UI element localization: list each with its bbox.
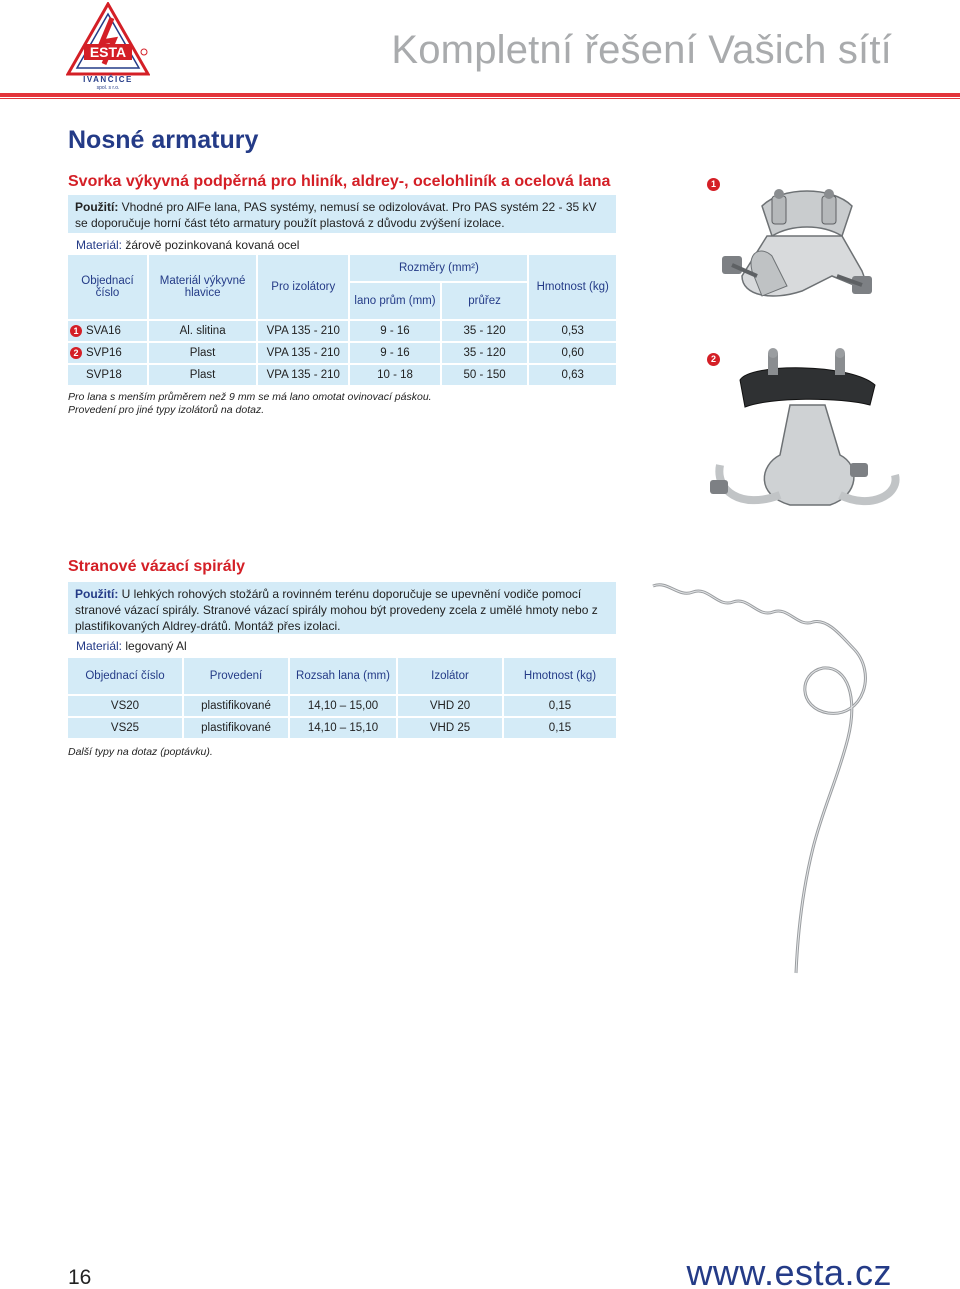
th-dimensions: Rozměry (mm²) xyxy=(350,255,527,281)
image-marker-1-icon: 1 xyxy=(707,178,720,191)
th-cross-section: průřez xyxy=(442,283,528,319)
header-divider-thin xyxy=(0,98,960,99)
marker-2-icon: 2 xyxy=(70,347,82,359)
material-text: legovaný Al xyxy=(122,639,187,653)
th-order-number: Objednací číslo xyxy=(68,255,147,319)
cell-insulator: VHD 20 xyxy=(398,696,502,716)
cell-variant: plastifikované xyxy=(184,718,288,738)
cell-order: SVP18 xyxy=(68,365,147,385)
section-title-side-spirals: Stranové vázací spirály xyxy=(68,558,245,575)
marker-1-icon: 1 xyxy=(70,325,82,337)
page-heading: Nosné armatury xyxy=(68,126,259,154)
section-title-suspension-clamp: Svorka výkyvná podpěrná pro hliník, aldrey-, ocelohliník a ocelová lana xyxy=(68,173,611,190)
material-label: Materiál: xyxy=(76,238,123,252)
cell-weight: 0,15 xyxy=(504,718,616,738)
cell-weight: 0,63 xyxy=(529,365,616,385)
note-other-insulators: Provedení pro jiné typy izolátorů na dotaz. xyxy=(68,404,265,416)
cell-head-material: Plast xyxy=(149,365,256,385)
material-line-suspension-clamp xyxy=(76,238,299,252)
clamp-plastic-image xyxy=(700,345,920,520)
spiral-wire-image xyxy=(648,578,898,978)
header-divider xyxy=(0,93,960,97)
th-weight: Hmotnost (kg) xyxy=(529,255,616,319)
th-variant: Provedení xyxy=(184,658,288,694)
cell-rope-diameter: 9 - 16 xyxy=(350,321,439,341)
th-rope-range: Rozsah lana (mm) xyxy=(290,658,396,694)
cell-insulator: VHD 25 xyxy=(398,718,502,738)
material-label: Materiál: xyxy=(76,639,123,653)
cell-order: VS25 xyxy=(68,718,182,738)
note-small-diameter: Pro lana s menším průměrem než 9 mm se má lano omotat ovinovací páskou. xyxy=(68,391,432,403)
logo-suffix-text: spol. s r.o. xyxy=(96,85,120,90)
cell-weight: 0,15 xyxy=(504,696,616,716)
th-insulator: Izolátor xyxy=(398,658,502,694)
cell-insulators: VPA 135 - 210 xyxy=(258,343,348,363)
cell-weight: 0,60 xyxy=(529,343,616,363)
cell-rope-diameter: 10 - 18 xyxy=(350,365,439,385)
th-weight: Hmotnost (kg) xyxy=(504,658,616,694)
image-marker-2-icon: 2 xyxy=(707,353,720,366)
side-spirals-table xyxy=(66,656,618,740)
registered-mark-icon xyxy=(141,49,147,55)
table-row xyxy=(68,696,616,716)
usage-box-suspension-clamp xyxy=(68,195,616,233)
cell-weight: 0,53 xyxy=(529,321,616,341)
cell-rope-diameter: 9 - 16 xyxy=(350,343,439,363)
usage-label: Použití: xyxy=(75,200,119,214)
th-order-number: Objednací číslo xyxy=(68,658,182,694)
usage-label: Použití: xyxy=(75,587,119,601)
material-line-side-spirals xyxy=(76,639,187,653)
cell-variant: plastifikované xyxy=(184,696,288,716)
cell-order: 2 SVP16 xyxy=(68,343,147,363)
usage-text: Vhodné pro AlFe lana, PAS systémy, nemusí se odizolovávat. Pro PAS systém 22 - 35 kV se doporučuje horní část této armatury použít plastová z důvodu zvýšení izolace. xyxy=(75,200,597,230)
cell-rope-range: 14,10 – 15,00 xyxy=(290,696,396,716)
table-row xyxy=(68,718,616,738)
usage-box-side-spirals xyxy=(68,582,616,634)
table-row xyxy=(68,321,616,341)
header-title: Kompletní řešení Vašich sítí xyxy=(391,28,892,72)
usage-text: U lehkých rohových stožárů a rovinném terénu doporučuje se upevnění vodiče pomocí stranové vázací spirály. Stranové vázací spirály mohou být provedeny zcela z umělé hmoty nebo z plastifikovaných Aldrey-drátů. Montáž přes izolaci. xyxy=(75,587,598,633)
logo-brand-text: ESTA xyxy=(89,44,127,60)
cell-order: VS20 xyxy=(68,696,182,716)
th-head-material: Materiál výkyvné hlavice xyxy=(149,255,256,319)
suspension-clamp-table xyxy=(66,253,618,387)
clamp-aluminium-image xyxy=(712,176,922,336)
cell-rope-range: 14,10 – 15,10 xyxy=(290,718,396,738)
cell-head-material: Plast xyxy=(149,343,256,363)
cell-cross-section: 50 - 150 xyxy=(442,365,528,385)
cell-insulators: VPA 135 - 210 xyxy=(258,365,348,385)
table-row xyxy=(68,343,616,363)
th-rope-diameter: lano prům (mm) xyxy=(350,283,439,319)
cell-insulators: VPA 135 - 210 xyxy=(258,321,348,341)
material-text: žárově pozinkovaná kovaná ocel xyxy=(122,238,300,252)
esta-logo xyxy=(66,2,150,90)
footer-website-link[interactable]: www.esta.cz xyxy=(686,1252,892,1289)
th-insulators: Pro izolátory xyxy=(258,255,348,319)
cell-cross-section: 35 - 120 xyxy=(442,321,528,341)
cell-cross-section: 35 - 120 xyxy=(442,343,528,363)
cell-order: 1 SVA16 xyxy=(68,321,147,341)
page-number: 16 xyxy=(68,1266,92,1289)
logo-city-text: IVANČICE xyxy=(83,75,133,84)
cell-head-material: Al. slitina xyxy=(149,321,256,341)
table-row xyxy=(68,365,616,385)
note-other-types: Další typy na dotaz (poptávku). xyxy=(68,746,213,758)
